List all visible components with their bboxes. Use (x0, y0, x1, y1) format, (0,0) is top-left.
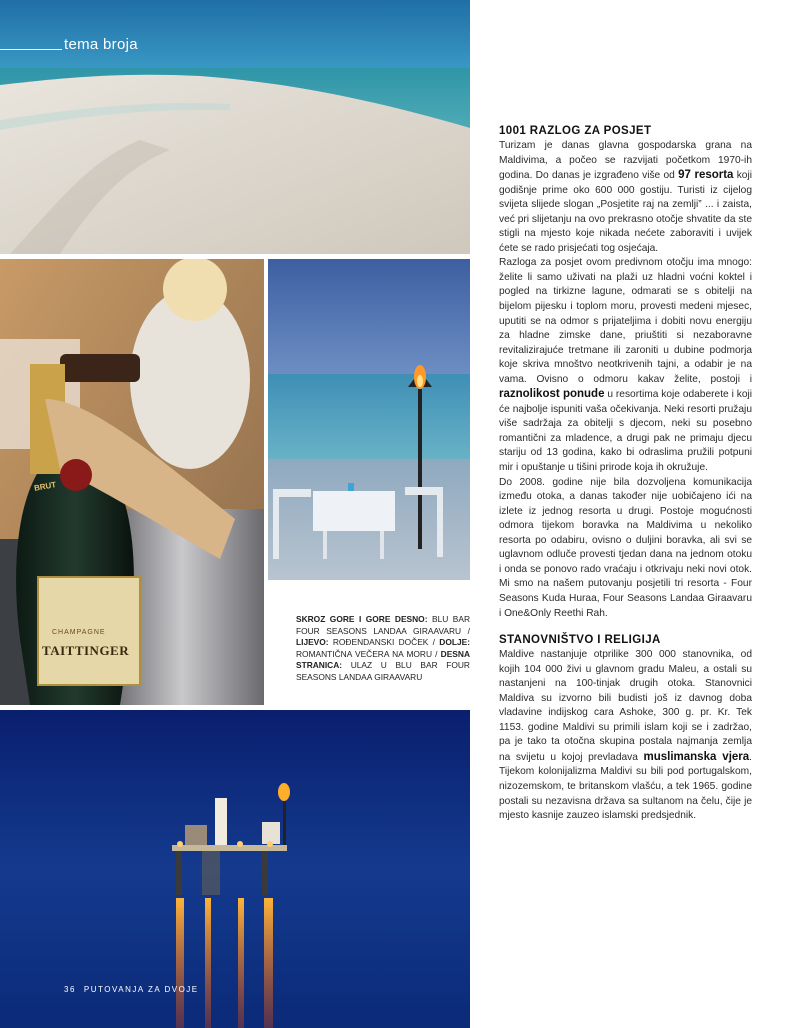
caption-label-1: SKROZ GORE I GORE DESNO: (296, 614, 428, 624)
p4-text-a: Maldive nastanjuje otprilike 300 000 stanovnika, od kojih 104 000 živi u glavnom gradu Maleu, a ostali su nastanjeni na 100-tinjak drugih otoka. Stanovnici Maldiva su izvorno bili budisti još iz davnog doba vladavine indijskog cara Ashoke, 300 g. pr. Kr. Tek 1153. godine Maldivi su primili islam koji se i zadržao, pa je tako ta otočna skupina postala najmanja zemlja na svijetu u kojoj prevladava (499, 649, 752, 763)
bottle-brand: TAITTINGER (42, 643, 130, 658)
caption-text-3: ROMANTIČNA VEČERA NA MORU / (296, 648, 441, 659)
caption-label-2: LIJEVO: (296, 637, 329, 648)
p1-text-a: Turizam je danas glavna gospodarska grana na Maldivima, a počeo se razvijati početkom 1970-ih godina. Do danas je izgrađeno više od (499, 140, 752, 182)
p4-highlight: muslimanska vjera (643, 750, 750, 763)
paragraph-resorts: Do 2008. godine nije bila dozvoljena komunikacija između otoka, a danas također nije uobičajeno ići na izlete iz jednog resorta u drugi. Postoje mogućnosti odmora tijekom boravka na Maldivima u nekoliko resorta po odabiru, ovisno o duljini boravka, ali svi se uglavnom odluče provesti tjedan dana na jednom otoku i onda se ponovo rado vraćaju i otkrivaju neki novi otok. Mi smo na našem putovanju posjetili tri resorta - Four Seasons Kuda Huraa, Four Seasons Landaa Giraavaru i One&Only Reethi Rah. (499, 476, 752, 619)
caption-text-1: BLU BAR FOUR SEASONS LANDAA GIRAAVARU / (296, 614, 470, 636)
p4-text-c: . Tijekom kolonijalizma Maldivi su bili pod portugalskom, nizozemskom, te britanskom vlašću, a tek 1965. godine postali su nezavisna država sa sultanom na čelu, čije je mjesto kasnije zauzeo islamski predsjednik. (499, 751, 752, 822)
p2-text-a: Razloga za posjet ovom predivnom otočju ima mnogo: želite li samo uživati na plaži uz hladni voćni koktel i pogled na tirkizne lagune, odmarati se s obitelji na bijelom pijesku i toplom moru, provesti medeni mjesec, uputiti se na odmor s prijateljima i dobiti novu energiju za hladne zimske dane, priuštiti si nezaboravne revitalizirajuće tretmane ili zaroniti u dubine podmorja koje skriva mnoštvo neotkrivenih tajni, a odabir je na vama. Ovisno o odmoru kakav želite, postoji i (499, 257, 752, 385)
photo-beach-dinner-torch (268, 259, 470, 580)
photo-caption (296, 614, 470, 684)
caption-text-2: ROĐENDANSKI DOČEK / (328, 637, 440, 648)
p1-text-c: koji godišnje prime oko 600 000 gostiju. Turisti iz cijelog svijeta slijede slogan „Posjetite raj na zemlji” ... i zaista, već pri slijetanju na ovo prekrasno otočje shvatite da ste stigli na mjesto koje nikada nećete zaboraviti i uvijek ćete se rado prisjećati tog osjećaja. (499, 170, 753, 254)
caption-label-4: DESNA STRANICA: (296, 648, 470, 671)
p2-highlight: raznolikost ponude (499, 388, 605, 401)
caption-text-4: ULAZ U BLU BAR FOUR SEASONS LANDAA GIRAAVARU (296, 660, 470, 682)
p1-highlight: 97 resorta (678, 169, 734, 182)
paragraph-reasons (499, 256, 752, 475)
photo-birthday-champagne (0, 259, 264, 705)
section-tag-rule (0, 49, 62, 50)
section-tag-label: tema broja (64, 36, 138, 53)
magazine-name: PUTOVANJA ZA DVOJE (83, 985, 199, 994)
section-gap (499, 621, 752, 633)
bottle-neck-label: BRUT (33, 480, 57, 493)
caption-label-3: DOLJE: (439, 637, 470, 648)
page-number: 36 (64, 985, 76, 994)
heading-population: STANOVNIŠTVO I RELIGIJA (499, 634, 661, 647)
paragraph-tourism (499, 139, 752, 256)
section-tag (0, 36, 470, 56)
bottle-label-top: CHAMPAGNE (52, 629, 106, 636)
p2-text-c: u resortima koje odaberete i koji će najbolje ispuniti vaša očekivanja. Neki resorti pružaju više sadržaja za obitelji s djecom, neki su posebno romantični za mladence, a drugi pak ne primaju djecu stariju od 13 godina, kako bi odraslima pružili potpuni mir i opuštanje u tišini prirode koja ih okružuje. (499, 389, 753, 474)
folio (64, 985, 199, 994)
heading-reasons: 1001 RAZLOG ZA POSJET (499, 125, 652, 137)
paragraph-population (499, 648, 752, 824)
photo-sea-jetty-night (0, 710, 470, 1028)
article-column (499, 124, 752, 824)
